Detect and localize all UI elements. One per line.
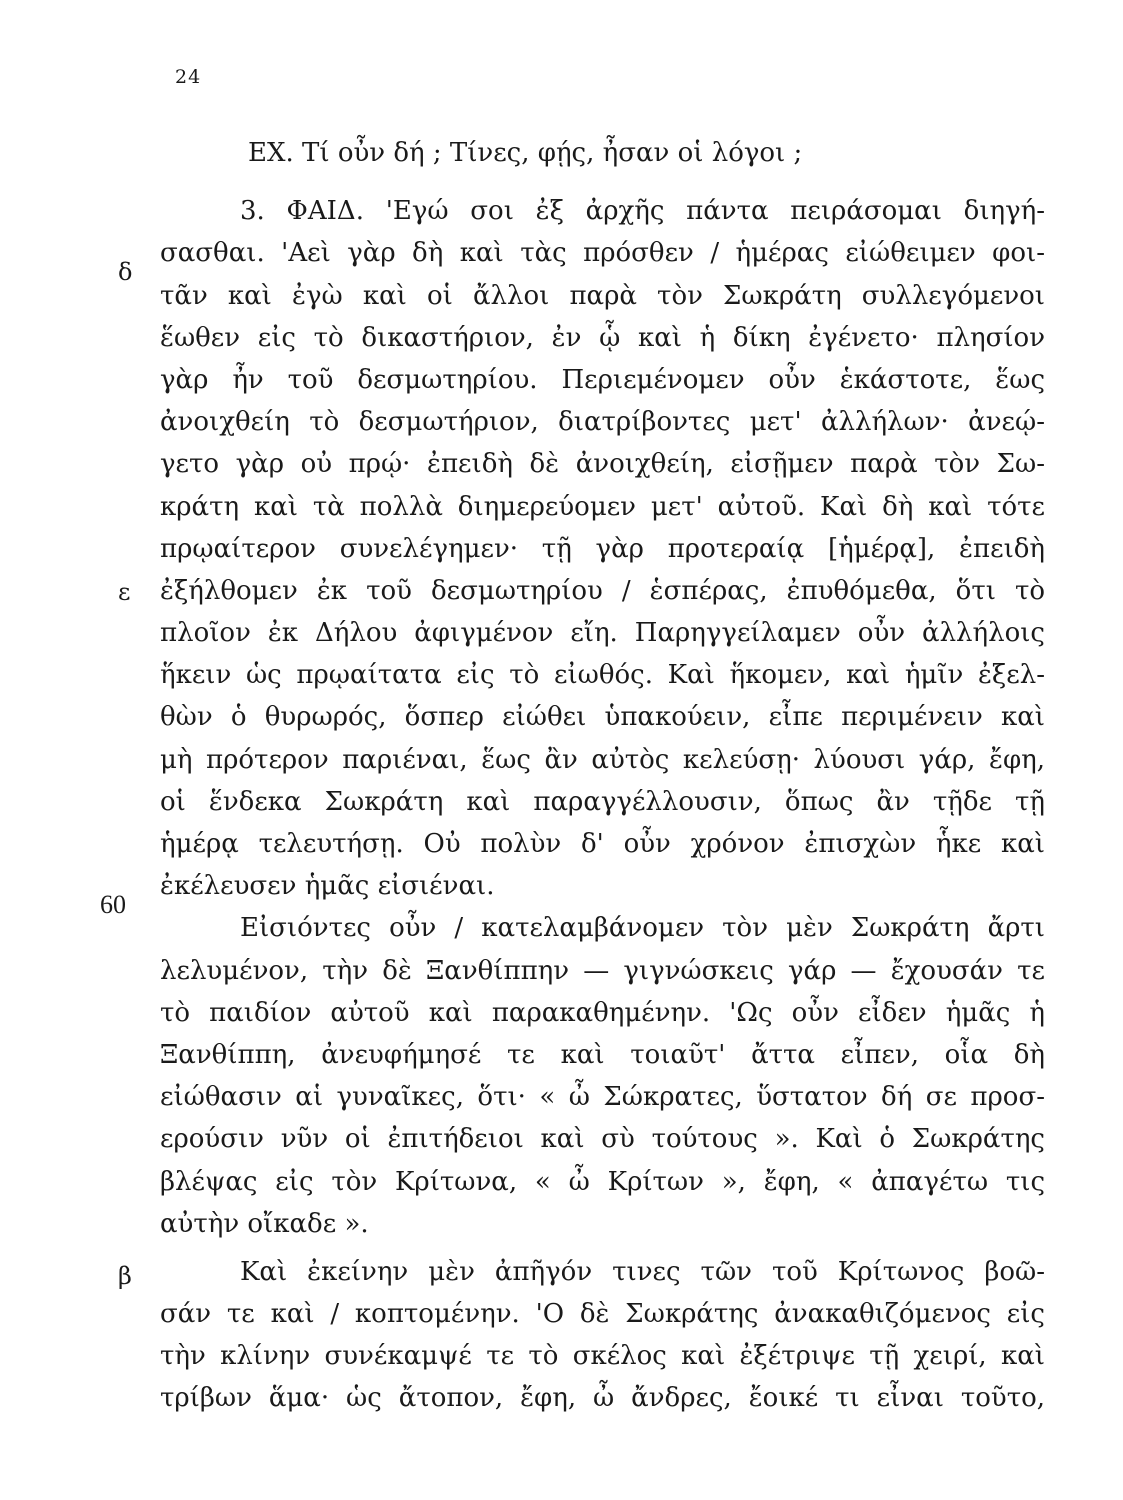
text-line: Καὶ ἐκείνην μὲν ἀπῆγόν τινες τῶν τοῦ Κρίτωνος βοῶ- (240, 1256, 1045, 1287)
text-line: ἐξήλθομεν ἐκ τοῦ δεσμωτηρίου / ἑσπέρας, ἐπυθόμεθα, ὅτι τὸ (160, 575, 1045, 606)
text-line: ἀνοιχθείη τὸ δεσμωτήριον, διατρίβοντες μετ' ἀλλήλων· ἀνεῴ- (160, 407, 1045, 438)
margin-note-epsilon: ε (118, 578, 131, 606)
text-line: ἐκέλευσεν ἡμᾶς εἰσιέναι. (160, 871, 495, 902)
text-line: τρίβων ἅμα· ὡς ἄτοπον, ἔφη, ὦ ἄνδρες, ἔοικέ τι εἶναι τοῦτο, (160, 1383, 1045, 1414)
text-line: τᾶν καὶ ἐγὼ καὶ οἱ ἄλλοι παρὰ τὸν Σωκράτη συλλεγόμενοι (160, 280, 1045, 311)
text-line: σάν τε καὶ / κοπτομένην. 'Ο δὲ Σωκράτης ἀνακαθιζόμενος εἰς (160, 1299, 1045, 1330)
text-line: ΕΧ. Τί οὖν δή ; Τίνες, φῄς, ἦσαν οἱ λόγοι ; (248, 138, 803, 168)
text-line: πρῳαίτερον συνελέγημεν· τῇ γὰρ προτεραίᾳ [ἡμέρᾳ], ἐπειδὴ (160, 533, 1045, 564)
margin-note-beta: β (118, 1262, 132, 1290)
text-line: ἕωθεν εἰς τὸ δικαστήριον, ἐν ᾧ καὶ ἡ δίκη ἐγένετο· πλησίον (160, 322, 1045, 353)
text-line: τὴν κλίνην συνέκαμψέ τε τὸ σκέλος καὶ ἐξέτριψε τῇ χειρί, καὶ (160, 1341, 1045, 1372)
text-line: λελυμένον, τὴν δὲ Ξανθίππην — γιγνώσκεις γάρ — ἔχουσάν τε (160, 955, 1045, 986)
text-line: γὰρ ἦν τοῦ δεσμωτηρίου. Περιεμένομεν οὖν ἑκάστοτε, ἕως (160, 364, 1045, 395)
margin-note-60: 60 (100, 890, 126, 919)
text-line: ἡμέρᾳ τελευτήσῃ. Οὐ πολὺν δ' οὖν χρόνον ἐπισχὼν ἧκε καὶ (160, 829, 1045, 859)
text-line: Ξανθίππη, ἀνευφήμησέ τε καὶ τοιαῦτ' ἄττα εἶπεν, οἷα δὴ (160, 1039, 1045, 1070)
text-line: 3. ΦΑΙΔ. 'Εγώ σοι ἐξ ἀρχῆς πάντα πειράσομαι διηγή- (240, 196, 1045, 227)
text-line: Εἰσιόντες οὖν / κατελαμβάνομεν τὸν μὲν Σωκράτη ἄρτι (240, 913, 1045, 944)
text-line: οἱ ἕνδεκα Σωκράτη καὶ παραγγέλλουσιν, ὅπως ἂν τῇδε τῇ (160, 786, 1045, 817)
text-line: πλοῖον ἐκ Δήλου ἀφιγμένον εἴη. Παρηγγείλαμεν οὖν ἀλλήλοις (160, 618, 1045, 649)
text-line: γετο γὰρ οὐ πρῴ· ἐπειδὴ δὲ ἀνοιχθείη, εἰσῇμεν παρὰ τὸν Σω- (160, 449, 1045, 480)
text-line: βλέψας εἰς τὸν Κρίτωνα, « ὦ Κρίτων », ἔφη, « ἀπαγέτω τις (160, 1166, 1045, 1197)
text-line: ἥκειν ὡς πρῳαίτατα εἰς τὸ εἰωθός. Καὶ ἥκομεν, καὶ ἡμῖν ἐξελ- (160, 660, 1045, 691)
text-line: εἰώθασιν αἱ γυναῖκες, ὅτι· « ὦ Σώκρατες, ὕστατον δή σε προσ- (160, 1082, 1045, 1113)
text-line: μὴ πρότερον παριέναι, ἕως ἂν αὐτὸς κελεύσῃ· λύουσι γάρ, ἔφη, (160, 744, 1045, 775)
page-number: 24 (175, 66, 202, 88)
text-line: κράτη καὶ τὰ πολλὰ διημερεύομεν μετ' αὐτοῦ. Καὶ δὴ καὶ τότε (160, 491, 1045, 522)
body-text (160, 132, 1045, 1420)
margin-note-delta: δ (118, 258, 133, 286)
text-line: αὐτὴν οἴκαδε ». (160, 1208, 369, 1239)
text-line: ερούσιν νῦν οἱ ἐπιτήδειοι καὶ σὺ τούτους ». Καὶ ὁ Σωκράτης (160, 1124, 1045, 1155)
text-line: τὸ παιδίον αὐτοῦ καὶ παρακαθημένην. 'Ως οὖν εἶδεν ἡμᾶς ἡ (160, 997, 1045, 1028)
text-line: θὼν ὁ θυρωρός, ὅσπερ εἰώθει ὑπακούειν, εἶπε περιμένειν καὶ (160, 702, 1045, 733)
text-line: σασθαι. 'Αεὶ γὰρ δὴ καὶ τὰς πρόσθεν / ἡμέρας εἰώθειμεν φοι- (160, 238, 1045, 269)
